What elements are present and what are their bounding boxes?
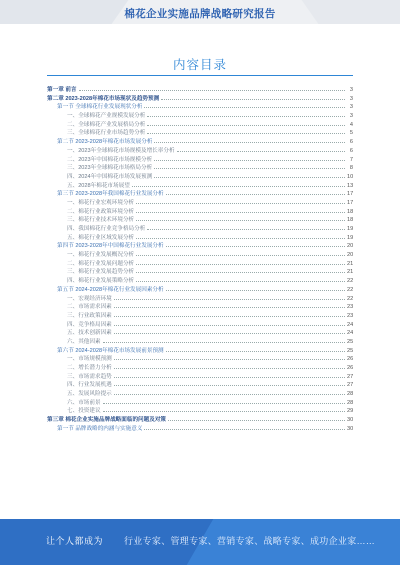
toc-leader-dots [136, 215, 345, 221]
footer-tagline: 行业专家、管理专家、营销专家、战略专家、成功企业家…… [124, 536, 376, 546]
toc-entry-title: 一、全球棉花产业规模发展分析 [67, 113, 146, 120]
toc-entry-title: 三、棉花行业发展趋势分析 [67, 269, 135, 276]
toc-entry[interactable] [47, 189, 353, 198]
toc-entry-title: 第三章 棉花企业实施品牌战略面临的问题及对策 [47, 417, 167, 424]
toc-entry-page: 3 [349, 87, 353, 93]
toc-entry[interactable] [47, 94, 353, 103]
toc-entry[interactable] [47, 276, 353, 285]
toc-entry-page: 8 [349, 165, 353, 172]
toc-entry-page: 18 [347, 217, 353, 224]
toc-entry-title: 一、市场规模预测 [67, 356, 112, 363]
toc-entry[interactable] [47, 320, 353, 329]
toc-leader-dots [114, 380, 345, 386]
toc-entry-title: 六、市场前景 [67, 399, 101, 406]
toc-entry[interactable] [47, 250, 353, 259]
toc-entry-page: 6 [349, 139, 353, 146]
toc-entry-page: 22 [347, 295, 353, 302]
toc-leader-dots [154, 155, 345, 161]
toc-entry-page: 22 [347, 286, 353, 293]
toc-entry-page: 21 [347, 260, 353, 267]
toc-entry[interactable] [47, 137, 353, 146]
toc-entry-title: 三、2023年全球棉花市场格局分析 [67, 165, 153, 172]
toc-entry[interactable] [47, 102, 353, 111]
toc-entry-title: 第五节 2024-2028年棉花行业发展因素分析 [57, 286, 164, 293]
toc-entry-page: 26 [347, 365, 353, 371]
toc-leader-dots [114, 294, 345, 300]
toc-entry-page: 30 [347, 417, 353, 424]
toc-leader-dots [177, 146, 345, 152]
toc-entry-title: 四、行业发展机遇 [67, 382, 112, 389]
toc-leader-dots [144, 424, 345, 430]
toc-entry[interactable] [47, 354, 353, 363]
toc-entry[interactable] [47, 224, 353, 233]
toc-entry[interactable] [47, 128, 353, 137]
toc-leader-dots [114, 389, 345, 395]
toc-entry-title: 二、增长潜力分析 [67, 365, 112, 371]
toc-leader-dots [114, 311, 345, 317]
toc-leader-dots [114, 354, 345, 360]
document-title: 棉花企业实施品牌战略研究报告 [124, 8, 276, 20]
toc-entry[interactable] [47, 415, 353, 424]
toc-entry[interactable] [47, 198, 353, 207]
toc-entry-page: 29 [347, 408, 353, 415]
toc-entry-page: 23 [347, 304, 353, 311]
toc-entry-page: 3 [349, 113, 353, 120]
toc-entry[interactable] [47, 172, 353, 181]
toc-entry-title: 五、棉花行业区域发展分析 [67, 234, 135, 241]
toc-leader-dots [136, 198, 345, 204]
toc-leader-dots [168, 415, 345, 421]
footer-slogan: 让个人都成为 [46, 536, 104, 546]
toc-leader-dots [154, 163, 345, 169]
toc-entry-title: 一、2023年全球棉花市场规模及增长率分析 [67, 147, 175, 154]
toc-entry[interactable] [47, 328, 353, 337]
toc-entry-title: 第四节 2023-2028年中国棉花行业发展分析 [57, 243, 164, 250]
toc-entry[interactable] [47, 406, 353, 415]
toc-entry[interactable] [47, 363, 353, 372]
toc-entry-page: 19 [347, 234, 353, 241]
toc-entry[interactable] [47, 424, 353, 433]
toc-leader-dots [136, 259, 345, 265]
toc-entry[interactable] [47, 267, 353, 276]
toc-entry-title: 六、其他因素 [67, 338, 101, 345]
table-of-contents [47, 85, 353, 433]
toc-entry[interactable] [47, 389, 353, 398]
toc-entry-page: 7 [349, 156, 353, 163]
toc-entry[interactable] [47, 302, 353, 311]
toc-entry-page: 19 [347, 226, 353, 232]
toc-leader-dots [166, 241, 345, 247]
toc-entry[interactable] [47, 85, 353, 94]
toc-leader-dots [136, 233, 345, 239]
toc-entry-title: 三、棉花行业技术环境分析 [67, 217, 135, 224]
toc-entry[interactable] [47, 372, 353, 381]
toc-entry-title: 第一节 全球棉花行业发展现状分析 [57, 104, 143, 111]
toc-entry[interactable] [47, 311, 353, 320]
toc-entry-title: 第三节 2023-2028年我国棉花行业发展分析 [57, 191, 164, 198]
toc-leader-dots [103, 406, 345, 412]
toc-divider [47, 75, 353, 76]
toc-entry-title: 四、我国棉花行业竞争格局分析 [67, 226, 146, 232]
toc-entry-page: 28 [347, 391, 353, 398]
toc-entry-page: 20 [347, 252, 353, 259]
toc-leader-dots [136, 267, 345, 273]
toc-leader-dots [166, 346, 345, 352]
toc-entry-page: 6 [349, 147, 353, 154]
toc-entry[interactable] [47, 207, 353, 216]
toc-entry-page: 24 [347, 321, 353, 328]
toc-entry-title: 二、市场需求因素 [67, 304, 112, 311]
toc-entry[interactable] [47, 346, 353, 355]
toc-entry[interactable] [47, 233, 353, 242]
toc-entry-page: 3 [349, 95, 353, 102]
toc-leader-dots [161, 94, 345, 100]
toc-leader-dots [147, 111, 345, 117]
toc-leader-dots [79, 85, 345, 91]
toc-entry-page: 25 [347, 347, 353, 354]
toc-entry[interactable] [47, 163, 353, 172]
toc-entry-title: 五、技术创新因素 [67, 330, 112, 337]
toc-entry-page: 26 [347, 356, 353, 363]
toc-leader-dots [114, 363, 345, 369]
toc-entry-title: 一、棉花行业发展概况分析 [67, 252, 135, 259]
toc-leader-dots [147, 120, 345, 126]
toc-leader-dots [136, 207, 345, 213]
toc-entry-page: 27 [347, 382, 353, 389]
toc-entry-title: 一、宏观经济环境 [67, 295, 112, 302]
toc-entry-page: 25 [347, 338, 353, 345]
toc-entry-title: 七、投资建议 [67, 408, 101, 415]
toc-leader-dots [103, 337, 345, 343]
toc-leader-dots [103, 398, 345, 404]
toc-leader-dots [132, 181, 345, 187]
toc-entry[interactable] [47, 181, 353, 190]
toc-leader-dots [136, 250, 345, 256]
toc-entry-title: 第一节 品牌战略的内涵与实施意义 [57, 425, 143, 432]
toc-entry-page: 24 [347, 330, 353, 337]
toc-entry-title: 二、2023年中国棉花市场规模分析 [67, 156, 153, 163]
footer-banner [0, 519, 400, 565]
toc-leader-dots [166, 285, 345, 291]
toc-entry-page: 28 [347, 399, 353, 406]
toc-entry-title: 第二节 2023-2028年棉花市场发展分析 [57, 139, 153, 146]
toc-entry[interactable] [47, 259, 353, 268]
toc-entry-title: 第二章 2023-2028年棉花市场现状及趋势预测 [47, 95, 160, 102]
toc-entry-page: 17 [347, 191, 353, 198]
toc-entry-page: 21 [347, 269, 353, 276]
toc-entry-page: 22 [347, 278, 353, 285]
toc-entry-page: 17 [347, 199, 353, 206]
toc-entry-title: 五、2028年棉花市场展望 [67, 182, 130, 189]
toc-leader-dots [144, 102, 345, 108]
toc-entry-title: 二、棉花行业发展问题分析 [67, 260, 135, 267]
toc-entry-page: 18 [347, 208, 353, 215]
toc-entry-title: 二、棉花行业政策环境分析 [67, 208, 135, 215]
toc-entry[interactable] [47, 146, 353, 155]
toc-leader-dots [166, 189, 345, 195]
toc-entry-title: 四、竞争格局因素 [67, 321, 112, 328]
toc-entry-title: 二、全球棉花产业发展格局分析 [67, 121, 146, 128]
toc-entry-title: 五、发展风险提示 [67, 391, 112, 398]
toc-entry[interactable] [47, 398, 353, 407]
toc-entry-page: 3 [349, 104, 353, 111]
toc-entry-page: 5 [349, 130, 353, 137]
toc-entry[interactable] [47, 380, 353, 389]
toc-entry-page: 10 [347, 173, 353, 180]
toc-entry-title: 三、市场需求趋势 [67, 373, 112, 380]
toc-entry[interactable] [47, 155, 353, 164]
toc-entry[interactable] [47, 241, 353, 250]
toc-entry-title: 一、棉花行业宏观环境分析 [67, 199, 135, 206]
toc-entry-title: 第一章 前言 [47, 87, 77, 93]
toc-entry[interactable] [47, 294, 353, 303]
toc-entry[interactable] [47, 111, 353, 120]
toc-leader-dots [114, 320, 345, 326]
toc-entry-title: 第六节 2024-2028年棉花市场发展前景预测 [57, 347, 164, 354]
toc-entry-page: 20 [347, 243, 353, 250]
toc-entry-page: 27 [347, 373, 353, 380]
toc-entry-title: 三、全球棉花行业市场趋势分析 [67, 130, 146, 137]
toc-entry-title: 四、棉花行业发展策略分析 [67, 278, 135, 285]
toc-leader-dots [147, 128, 345, 134]
toc-entry-title: 四、2024年中国棉花市场发展预测 [67, 173, 153, 180]
toc-entry[interactable] [47, 337, 353, 346]
toc-entry[interactable] [47, 215, 353, 224]
toc-entry-page: 4 [349, 121, 353, 128]
toc-entry-page: 23 [347, 312, 353, 319]
toc-leader-dots [154, 137, 345, 143]
toc-entry[interactable] [47, 285, 353, 294]
toc-heading: 内容目录 [172, 58, 227, 72]
toc-leader-dots [114, 372, 345, 378]
toc-entry[interactable] [47, 120, 353, 129]
toc-leader-dots [154, 172, 345, 178]
toc-leader-dots [114, 302, 345, 308]
toc-leader-dots [114, 328, 345, 334]
toc-entry-page: 13 [347, 182, 353, 189]
toc-leader-dots [147, 224, 345, 230]
toc-entry-page: 30 [347, 425, 353, 432]
toc-entry-title: 三、行业政策因素 [67, 312, 112, 319]
toc-leader-dots [136, 276, 345, 282]
